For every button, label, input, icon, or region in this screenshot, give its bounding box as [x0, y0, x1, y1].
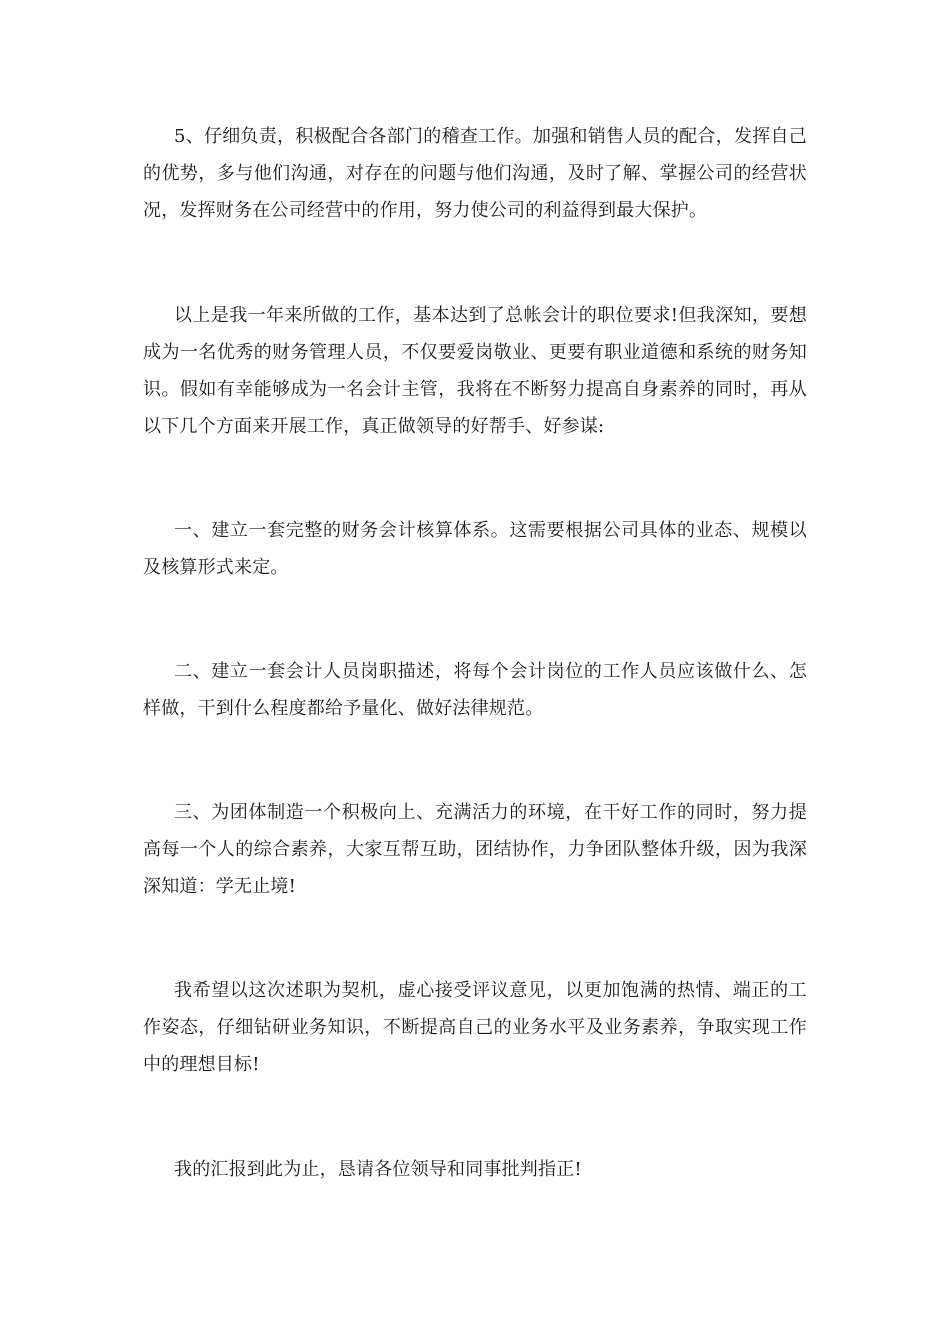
paragraph-plan-three: 三、为团体制造一个积极向上、充满活力的环境，在干好工作的同时，努力提高每一个人的综合素养，大家互帮互助，团结协作，力争团队整体升级，因为我深深知道：学无止境!	[143, 802, 807, 897]
paragraph-plan-one: 一、建立一套完整的财务会计核算体系。这需要根据公司具体的业态、规模以及核算形式来定。	[143, 520, 807, 578]
paragraph-hope: 我希望以这次述职为契机，虚心接受评议意见，以更加饱满的热情、端正的工作姿态，仔细钻研业务知识，不断提高自己的业务水平及业务素养，争取实现工作中的理想目标!	[143, 980, 807, 1075]
paragraph-closing: 我的汇报到此为止，恳请各位领导和同事批判指正!	[174, 1159, 582, 1180]
paragraph-summary: 以上是我一年来所做的工作，基本达到了总帐会计的职位要求!但我深知，要想成为一名优秀的财务管理人员，不仅要爱岗敬业、更要有职业道德和系统的财务知识。假如有幸能够成为一名会计主管，我将在不断努力提高自身素养的同时，再从以下几个方面来开展工作，真正做领导的好帮手、好参谋:	[143, 305, 807, 437]
paragraph-plan-two: 二、建立一套会计人员岗职描述，将每个会计岗位的工作人员应该做什么、怎样做，干到什么程度都给予量化、做好法律规范。	[143, 661, 807, 719]
paragraph-cooperation: 5、仔细负责，积极配合各部门的稽查工作。加强和销售人员的配合，发挥自己的优势，多与他们沟通，对存在的问题与他们沟通，及时了解、掌握公司的经营状况，发挥财务在公司经营中的作用，努力使公司的利益得到最大保护。	[143, 126, 807, 221]
